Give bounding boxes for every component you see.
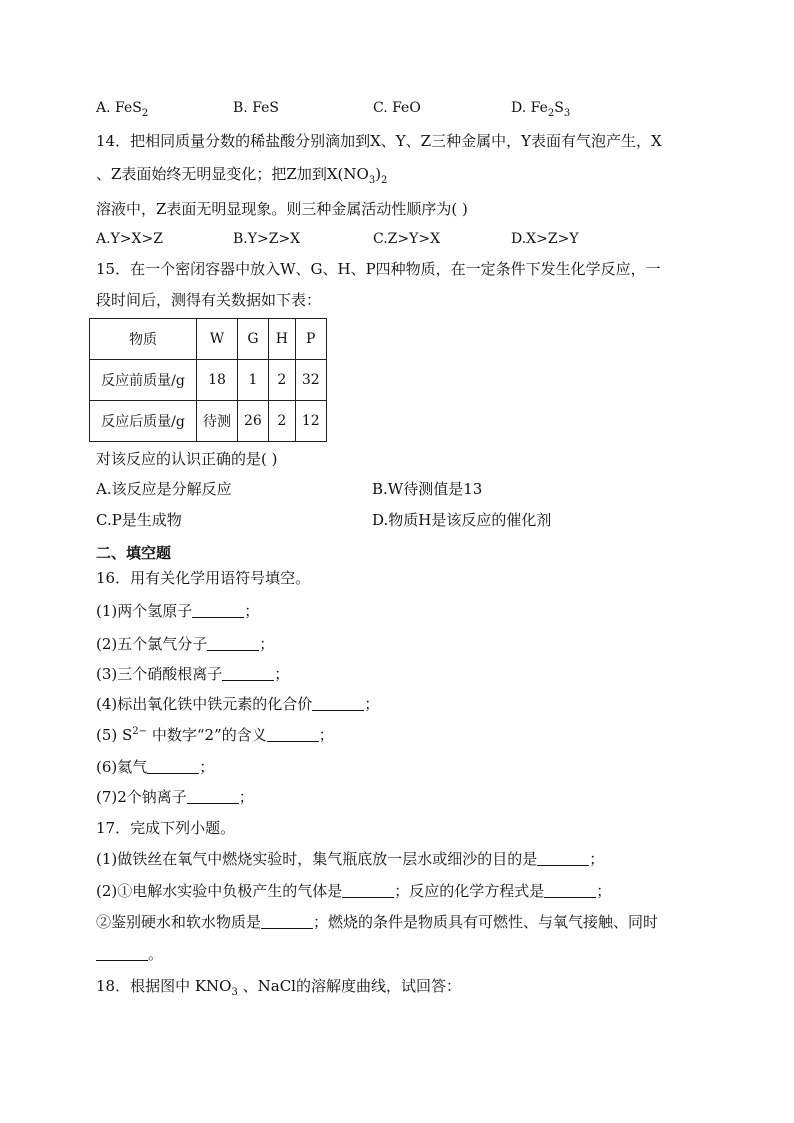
table-cell: 26: [238, 401, 269, 442]
q15-option-b: B.W待测值是13: [372, 480, 483, 498]
section-heading: 二、填空题: [96, 544, 172, 562]
punctuation: ；: [238, 788, 254, 806]
punctuation: ；: [596, 882, 612, 900]
q16-item-text: (5) S: [96, 726, 133, 744]
q15-option-a: A.该反应是分解反应: [96, 480, 232, 498]
q14-option-d: D.X>Z>Y: [511, 231, 579, 247]
table-header-cell: G: [238, 319, 269, 360]
superscript: 2−: [132, 726, 148, 737]
answer-blank: [96, 946, 148, 961]
q15-data-table: [89, 318, 327, 442]
q16-item-text: (2)五个氯气分子: [96, 635, 208, 653]
punctuation: ；: [199, 758, 215, 776]
q14-option-b: B.Y>Z>X: [233, 231, 301, 247]
subscript: 2: [381, 175, 388, 186]
table-cell: 32: [295, 360, 326, 401]
subscript: 2: [547, 107, 555, 119]
table-header-cell: 物质: [90, 319, 197, 360]
table-row: [90, 401, 327, 442]
answer-blank: [207, 636, 259, 651]
punctuation: ；: [589, 850, 605, 868]
punctuation: ；: [259, 635, 275, 653]
q13-option-b: B. FeS: [233, 100, 280, 116]
q16-item-2: [96, 634, 274, 654]
table-header-cell: P: [295, 319, 326, 360]
q17-line-3: [96, 912, 658, 932]
table-cell: 反应后质量/g: [90, 401, 197, 442]
answer-blank: [187, 789, 239, 804]
subscript: 3: [368, 175, 376, 186]
table-cell: 1: [238, 360, 269, 401]
q15-option-c: C.P是生成物: [96, 511, 182, 529]
q18-line: [96, 976, 461, 996]
q16-item-text: (3)三个硝酸根离子: [96, 665, 223, 683]
q17-text: ；反应的化学方程式是: [394, 882, 545, 900]
q17-text: ；燃烧的条件是物质具有可燃性、与氧气接触、同时: [313, 913, 659, 931]
answer-blank: [342, 883, 394, 898]
q17-text: (2)①电解水实验中负极产生的气体是: [96, 882, 343, 900]
punctuation: ；: [364, 695, 380, 713]
table-cell: 18: [197, 360, 238, 401]
q15-option-d: D.物质H是该反应的催化剂: [372, 511, 552, 529]
table-cell: 2: [268, 360, 295, 401]
q16-item-6: [96, 757, 214, 777]
table-cell: 12: [295, 401, 326, 442]
punctuation: ；: [244, 602, 260, 620]
q13-option-d-text: D. Fe: [511, 100, 548, 116]
q14-line-1: 14．把相同质量分数的稀盐酸分别滴加到X、Y、Z三种金属中，Y表面有气泡产生，X: [96, 132, 662, 150]
q13-option-a: [96, 98, 148, 118]
table-cell: 2: [268, 401, 295, 442]
q17-title: 17．完成下列小题。: [96, 819, 236, 837]
answer-blank: [147, 759, 199, 774]
answer-blank: [261, 914, 313, 929]
q17-line-2: [96, 881, 611, 901]
answer-blank: [544, 883, 596, 898]
q13-option-d-text: S: [554, 100, 564, 116]
q14-line-3: 溶液中，Z表面无明显现象。则三种金属活动性顺序为( ): [96, 200, 468, 218]
subscript: 2: [141, 107, 149, 119]
q18-text: 、NaCl的溶解度曲线，试回答：: [237, 977, 461, 995]
q16-item-text: 中数字“2”的含义: [147, 726, 267, 744]
q16-item-text: (6)氦气: [96, 758, 148, 776]
q15-line-1: 15．在一个密闭容器中放入W、G、H、P四种物质，在一定条件下发生化学反应，一: [96, 260, 661, 278]
table-row: [90, 360, 327, 401]
q16-item-3: [96, 664, 289, 684]
q14-line-2: [96, 164, 387, 184]
q14-option-a: A.Y>X>Z: [96, 231, 163, 247]
q16-item-text: (7)2个钠离子: [96, 788, 187, 806]
answer-blank: [192, 603, 244, 618]
answer-blank: [267, 727, 319, 742]
q18-text: 18．根据图中 KNO: [96, 977, 232, 995]
q16-title: 16．用有关化学用语符号填空。: [96, 569, 311, 587]
table-header-row: [90, 319, 327, 360]
q17-line-1: [96, 849, 604, 869]
subscript: 3: [563, 107, 571, 119]
answer-blank: [537, 851, 589, 866]
q13-option-c: C. FeO: [373, 100, 421, 116]
q16-item-text: (1)两个氢原子: [96, 602, 193, 620]
answer-blank: [222, 666, 274, 681]
q14-line-2-text: 、Z表面始终无明显变化；把Z加到X: [96, 165, 338, 183]
q13-option-a-text: A. FeS: [96, 100, 142, 116]
punctuation: 。: [148, 945, 164, 963]
q13-option-d: [511, 98, 570, 118]
formula-part: (NO: [337, 165, 369, 183]
q17-text: (1)做铁丝在氧气中燃烧实验时，集气瓶底放一层水或细沙的目的是: [96, 850, 538, 868]
q17-text: ②鉴别硬水和软水物质是: [96, 913, 262, 931]
table-header-cell: W: [197, 319, 238, 360]
punctuation: ；: [318, 726, 334, 744]
q16-item-7: [96, 787, 254, 807]
punctuation: ；: [274, 665, 290, 683]
formula-part: ): [375, 165, 382, 183]
table-cell: 反应前质量/g: [90, 360, 197, 401]
q16-item-text: (4)标出氧化铁中铁元素的化合价: [96, 695, 313, 713]
table-header-cell: H: [268, 319, 295, 360]
q16-item-5: [96, 725, 334, 745]
q14-option-c: C.Z>Y>X: [373, 231, 441, 247]
subscript: 3: [231, 987, 238, 998]
q17-line-4: [96, 944, 163, 964]
answer-blank: [312, 696, 364, 711]
q15-line-2: 段时间后，测得有关数据如下表：: [96, 291, 322, 309]
q16-item-1: [96, 601, 259, 621]
q15-question: 对该反应的认识正确的是( ): [96, 450, 278, 468]
table-cell: 待测: [197, 401, 238, 442]
q16-item-4: [96, 694, 379, 714]
